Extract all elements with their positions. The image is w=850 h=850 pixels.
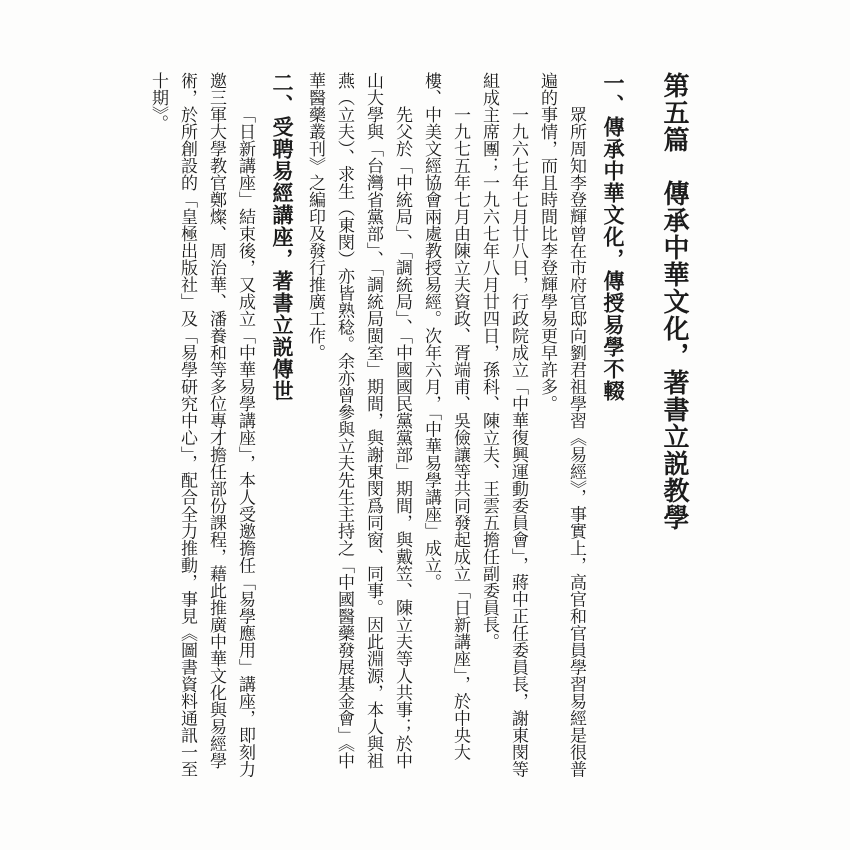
section-1-paragraph-1: 眾所周知李登輝曾在市府官邸向劉君祖學習《易經》，事實上，高官和官員學習易經是很普遍的事情，而且時間比李登輝學易更早許多。	[538, 72, 586, 778]
section-1-paragraph-2: 一九六七年七月廿八日，行政院成立「中華復興運動委員會」，蔣中正任委員長，謝東閔等組成主席團；一九六七年八月廿四日，孫科、陳立夫、王雲五擔任副委員長。	[480, 72, 528, 778]
vertical-text-content	[144, 72, 698, 778]
section-1-paragraph-4: 先父於「中統局」、「調統局」、「中國國民黨黨部」期間，與戴笠、陳立夫等人共事；於中山大學與「台灣省黨部」、「調統局閩室」期間，與謝東閔爲同窗、同事。因此淵源，本人與祖燕（立夫）、求生（東閔）亦皆熟稔。余亦曾參與立夫先生主持之「中國醫藥發展基金會」《中華醫藥叢刊》之編印及發行推廣工作。	[306, 72, 412, 769]
section-2-heading: 二、受聘易經講座，著書立説傳世	[270, 72, 294, 402]
chapter-title: 第五篇 傳承中華文化，著書立説教學	[660, 72, 689, 531]
section-1-heading: 一、傳承中華文化，傳授易學不輟	[601, 72, 625, 402]
section-1-paragraph-3: 一九七五年七月由陳立夫資政、胥端甫、吳儉讓等共同發起成立「日新講座」，於中央大樓、中美文經協會兩處教授易經。次年六月，「中華易學講座」成立。	[422, 72, 470, 761]
section-2-paragraph-1: 「日新講座」結束後，又成立「中華易學講座」，本人受邀擔任「易學應用」講座，即刻力邀三軍大學教官鄭燦、周治華、潘養和等多位專才擔任部份課程，藉此推廣中華文化與易經學術，於所創設的「皇極出版社」及「易學研究中心」，配合全力推動，事見《圖書資料通訊一至十期》。	[149, 72, 255, 778]
